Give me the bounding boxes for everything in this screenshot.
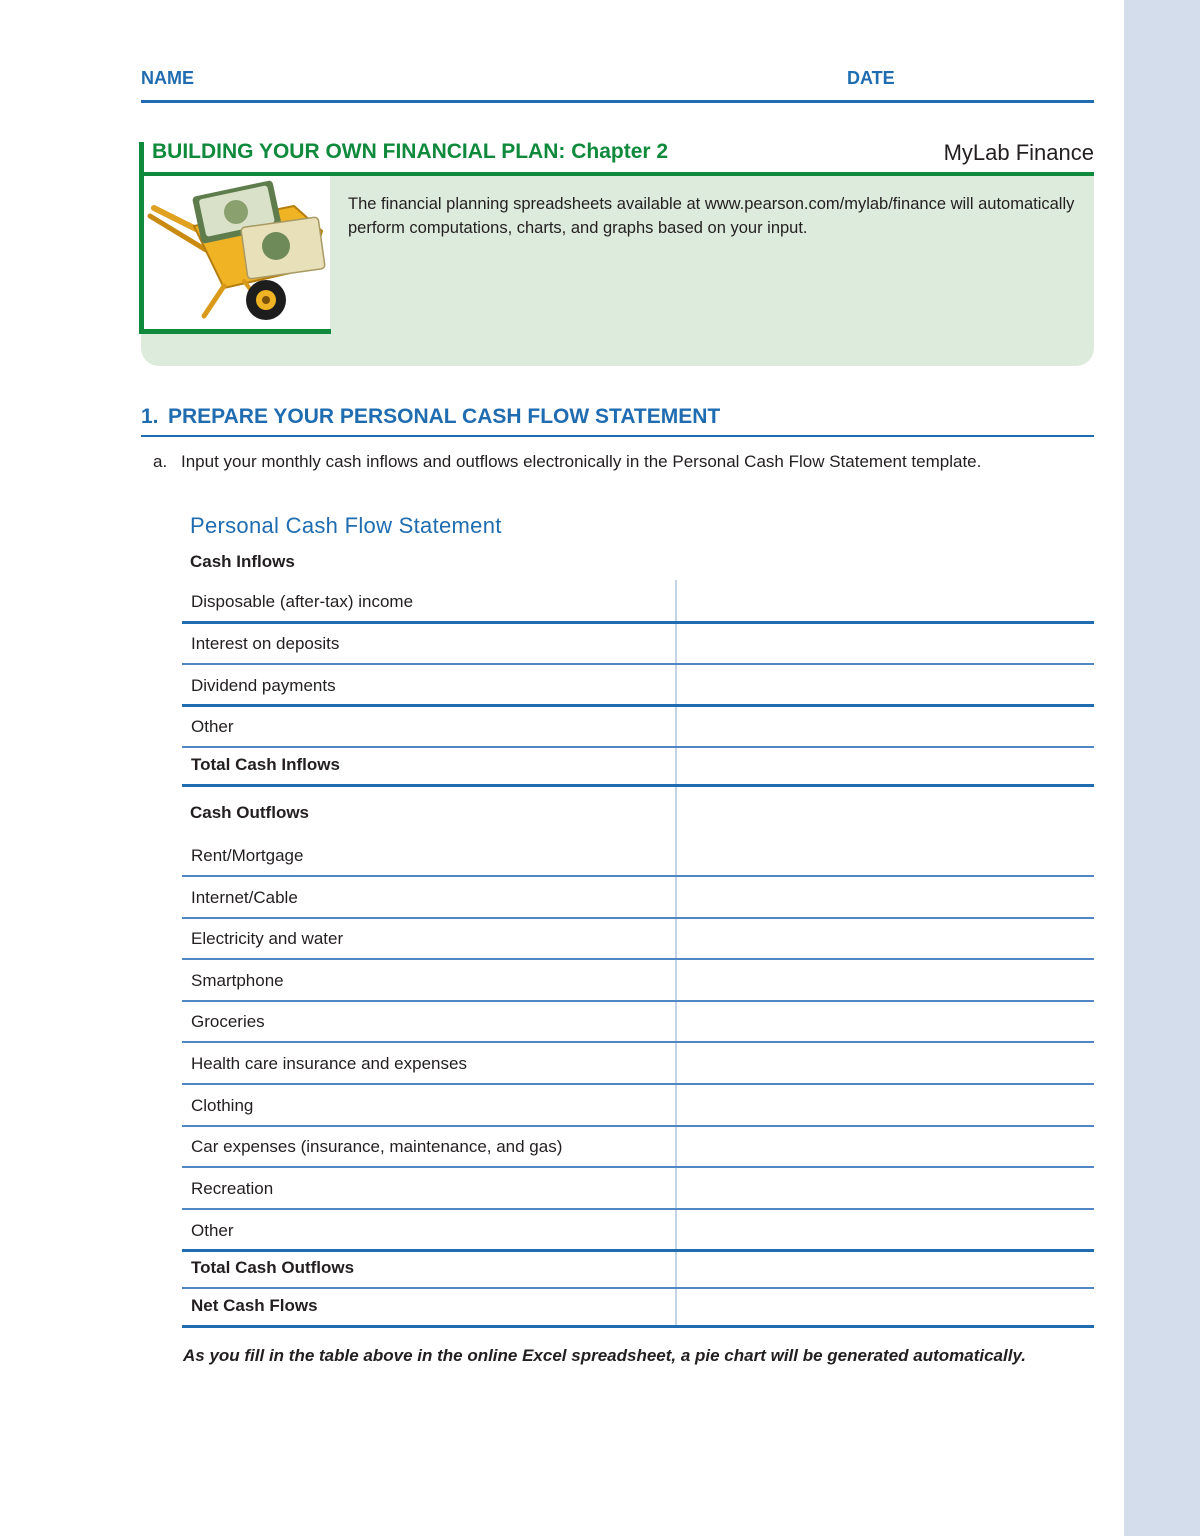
item-text: Input your monthly cash inflows and outflows electronically in the Personal Cash Flow Statement template.: [181, 452, 982, 471]
name-date-header: [141, 66, 1094, 103]
row-label: Rent/Mortgage: [191, 846, 304, 865]
row-rule: [182, 917, 1094, 919]
row-rule: [182, 1000, 1094, 1002]
row-label: Car expenses (insurance, maintenance, and gas): [191, 1137, 563, 1156]
total-outflows-label: Total Cash Outflows: [191, 1258, 355, 1277]
row-rule: [182, 1208, 1094, 1210]
row-label: Other: [191, 717, 234, 736]
row-label: Dividend payments: [191, 676, 336, 695]
row-label: Other: [191, 1221, 234, 1240]
name-label: NAME: [141, 68, 194, 88]
cash-inflows-heading: Cash Inflows: [190, 552, 295, 571]
row-rule: [182, 1125, 1094, 1127]
value-input-cell[interactable]: [682, 1177, 1082, 1207]
value-input-cell[interactable]: [682, 1256, 1082, 1286]
row-label: Smartphone: [191, 971, 284, 990]
total-inflows-label: Total Cash Inflows: [191, 755, 340, 774]
row-rule: [182, 875, 1094, 877]
row-rule: [182, 1083, 1094, 1085]
date-label: DATE: [847, 68, 895, 88]
row-rule: [182, 621, 1094, 624]
row-rule: [182, 1287, 1094, 1289]
value-input-cell[interactable]: [682, 927, 1082, 957]
row-rule: [182, 746, 1094, 748]
banner-description: The financial planning spreadsheets available at www.pearson.com/mylab/finance will automatically perform computations, charts, and graphs based on your input.: [348, 195, 1075, 237]
section-heading: [141, 403, 1094, 437]
net-cash-flows-label: Net Cash Flows: [191, 1296, 318, 1315]
value-input-cell[interactable]: [682, 969, 1082, 999]
row-rule: [182, 1325, 1094, 1328]
value-input-cell[interactable]: [682, 1052, 1082, 1082]
value-input-cell[interactable]: [682, 1219, 1082, 1249]
row-label: Clothing: [191, 1096, 254, 1115]
row-rule: [182, 958, 1094, 960]
item-letter: a.: [153, 452, 168, 471]
row-label: Recreation: [191, 1179, 274, 1198]
row-rule: [182, 1041, 1094, 1043]
row-label: Health care insurance and expenses: [191, 1054, 467, 1073]
row-label: Interest on deposits: [191, 634, 340, 653]
value-input-cell[interactable]: [682, 1135, 1082, 1165]
banner-rule-bottom: [139, 329, 331, 334]
row-label: Electricity and water: [191, 929, 344, 948]
footer-note: As you fill in the table above in the online Excel spreadsheet, a pie chart will be generated automatically.: [183, 1346, 1026, 1365]
value-input-cell[interactable]: [682, 674, 1082, 704]
value-input-cell[interactable]: [682, 715, 1082, 745]
row-rule: [182, 1249, 1094, 1252]
row-rule: [182, 663, 1094, 665]
value-input-cell[interactable]: [682, 1294, 1082, 1324]
row-label: Disposable (after-tax) income: [191, 592, 414, 611]
row-label: Groceries: [191, 1012, 265, 1031]
value-input-cell[interactable]: [682, 632, 1082, 662]
value-input-cell[interactable]: [682, 1010, 1082, 1040]
value-column-divider: [675, 580, 677, 1328]
value-input-cell[interactable]: [682, 886, 1082, 916]
statement-title: Personal Cash Flow Statement: [190, 513, 502, 538]
cash-outflows-heading: Cash Outflows: [190, 803, 310, 822]
wheelbarrow-illustration: [144, 176, 330, 329]
brand-name: MyLab Finance: [943, 140, 1094, 165]
section-title: PREPARE YOUR PERSONAL CASH FLOW STATEMENT: [168, 405, 721, 428]
value-input-cell[interactable]: [682, 590, 1082, 620]
row-label: Internet/Cable: [191, 888, 298, 907]
row-rule: [182, 784, 1094, 787]
value-input-cell[interactable]: [682, 844, 1082, 874]
banner-title: BUILDING YOUR OWN FINANCIAL PLAN: Chapter 2: [152, 140, 669, 163]
side-margin-strip: [1124, 0, 1200, 1536]
row-rule: [182, 1166, 1094, 1168]
value-input-cell[interactable]: [682, 1094, 1082, 1124]
section-number: 1.: [141, 405, 159, 428]
row-rule: [182, 704, 1094, 707]
value-input-cell[interactable]: [682, 753, 1082, 783]
money-wheelbarrow-icon: [144, 176, 330, 329]
